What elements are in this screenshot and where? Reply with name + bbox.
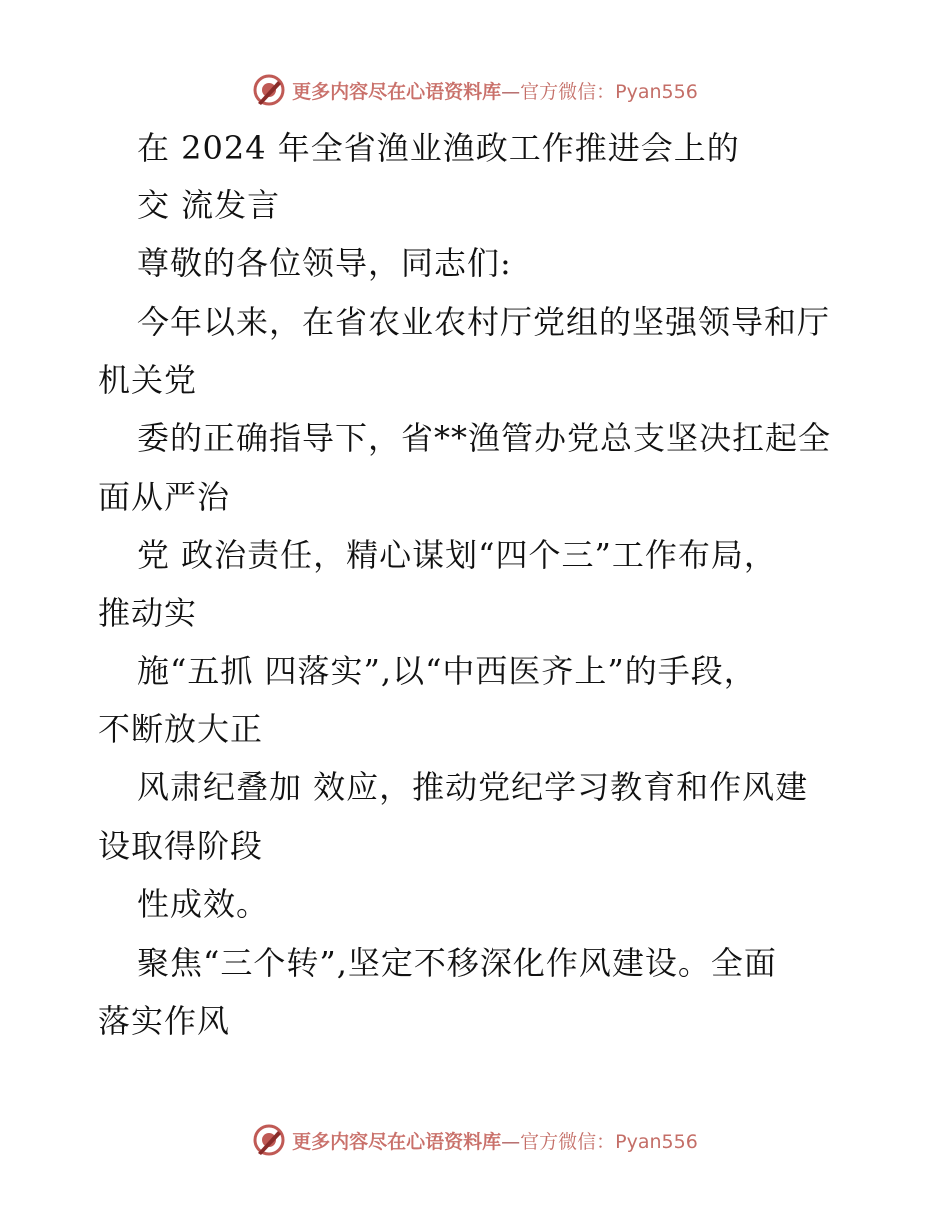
watermark-banner-top [0, 70, 950, 110]
paragraph-line: 面从严治 [98, 478, 231, 516]
paragraph-line: 聚焦“三个转”,坚定不移深化作风建设。全面 [137, 944, 777, 982]
paragraph-line: 施“五抓 四落实”,以“中西医齐上”的手段， [137, 652, 757, 690]
quill-seal-icon [252, 73, 286, 107]
watermark-banner-bottom [0, 1120, 950, 1160]
paragraph-line: 推动实 [98, 594, 198, 632]
paragraph-line: 性成效。 [137, 885, 270, 923]
paragraph-line: 落实作风 [98, 1002, 231, 1040]
paragraph-line: 机关党 [98, 361, 198, 399]
paragraph-line: 今年以来，在省农业农村厅党组的坚强领导和厅 [137, 303, 831, 341]
paragraph-line: 不断放大正 [98, 710, 264, 748]
quill-seal-icon [252, 1123, 286, 1157]
paragraph-line: 风肃纪叠加 效应，推动党纪学习教育和作风建 [137, 768, 809, 806]
watermark-text: 更多内容尽在心语资料库—官方微信：Pyan556 [292, 80, 698, 103]
document-title-line-2: 交 流发言 [137, 186, 281, 224]
watermark-text: 更多内容尽在心语资料库—官方微信：Pyan556 [292, 1130, 698, 1153]
document-title-line-1: 在 2024 年全省渔业渔政工作推进会上的 [137, 129, 740, 167]
salutation: 尊敬的各位领导，同志们: [137, 244, 512, 282]
paragraph-line: 党 政治责任，精心谋划“四个三”工作布局， [137, 536, 777, 574]
paragraph-line: 委的正确指导下，省**渔管办党总支坚决扛起全 [137, 419, 832, 457]
paragraph-line: 设取得阶段 [98, 827, 264, 865]
